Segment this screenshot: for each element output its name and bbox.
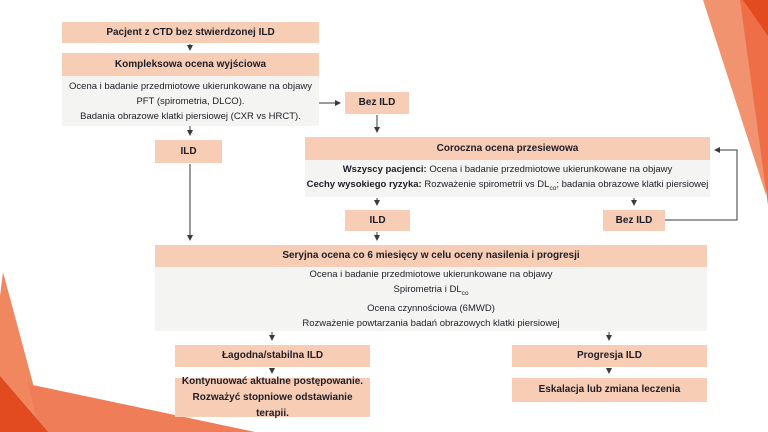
node-bez-ild-top: Bez ILD [345, 92, 409, 114]
node-progression-action: Eskalacja lub zmiana leczenia [512, 378, 707, 402]
annual-line-2-text-end: ; badania obrazowe klatki piersiowej [556, 178, 709, 190]
node-ild-left: ILD [155, 140, 222, 163]
serial-line-2-subscript: co [461, 289, 469, 297]
node-progression-ild: Progresja ILD [512, 345, 707, 367]
baseline-line-1: Ocena i badanie przedmiotowe ukierunkowane na objawy [69, 80, 312, 92]
node-ild-mid: ILD [345, 210, 410, 231]
node-bez-ild-right: Bez ILD [603, 210, 665, 231]
mild-action-line-2: Rozważyć stopniowe odstawianie terapii. [192, 391, 353, 419]
node-mild-stable-ild: Łagodna/stabilna ILD [175, 345, 370, 367]
serial-line-4: Rozważenie powtarzania badań obrazowych klatki piersiowej [302, 317, 560, 329]
serial-line-1: Ocena i badanie przedmiotowe ukierunkowane na objawy [309, 269, 553, 281]
mild-action-line-1: Kontynuować aktualne postępowanie. [181, 375, 364, 387]
annual-line-2 [305, 177, 710, 196]
node-baseline-header: Kompleksowa ocena wyjściowa [62, 53, 319, 76]
panel-annual-body [305, 160, 710, 197]
node-serial-header: Seryjna ocena co 6 miesięcy w celu oceny nasilenia i progresji [155, 245, 707, 267]
annual-line-2-subscript: co [549, 184, 557, 192]
panel-baseline-body [62, 76, 319, 126]
annual-line-2-prefix: Cechy wysokiego ryzyka: [306, 178, 422, 190]
panel-serial-body [155, 267, 707, 331]
serial-line-2 [155, 282, 707, 301]
annual-line-1-text: Ocena i badanie przedmiotowe ukierunkowane na objawy [426, 163, 673, 175]
baseline-line-3: Badania obrazowe klatki piersiowej (CXR vs HRCT). [80, 110, 301, 122]
annual-line-1-prefix: Wszyscy pacjenci: [342, 163, 427, 175]
node-mild-action [175, 375, 370, 419]
serial-line-3: Ocena czynnościowa (6MWD) [367, 302, 495, 314]
annual-line-1 [305, 162, 710, 177]
serial-line-2-text: Spirometria i DL [393, 284, 462, 296]
annual-line-2-text: Rozważenie spirometrii vs DL [421, 178, 550, 190]
node-annual-header: Coroczna ocena przesiewowa [305, 137, 710, 160]
baseline-line-2: PFT (spirometria, DLCO). [136, 95, 245, 107]
node-start: Pacjent z CTD bez stwierdzonej ILD [62, 22, 319, 43]
